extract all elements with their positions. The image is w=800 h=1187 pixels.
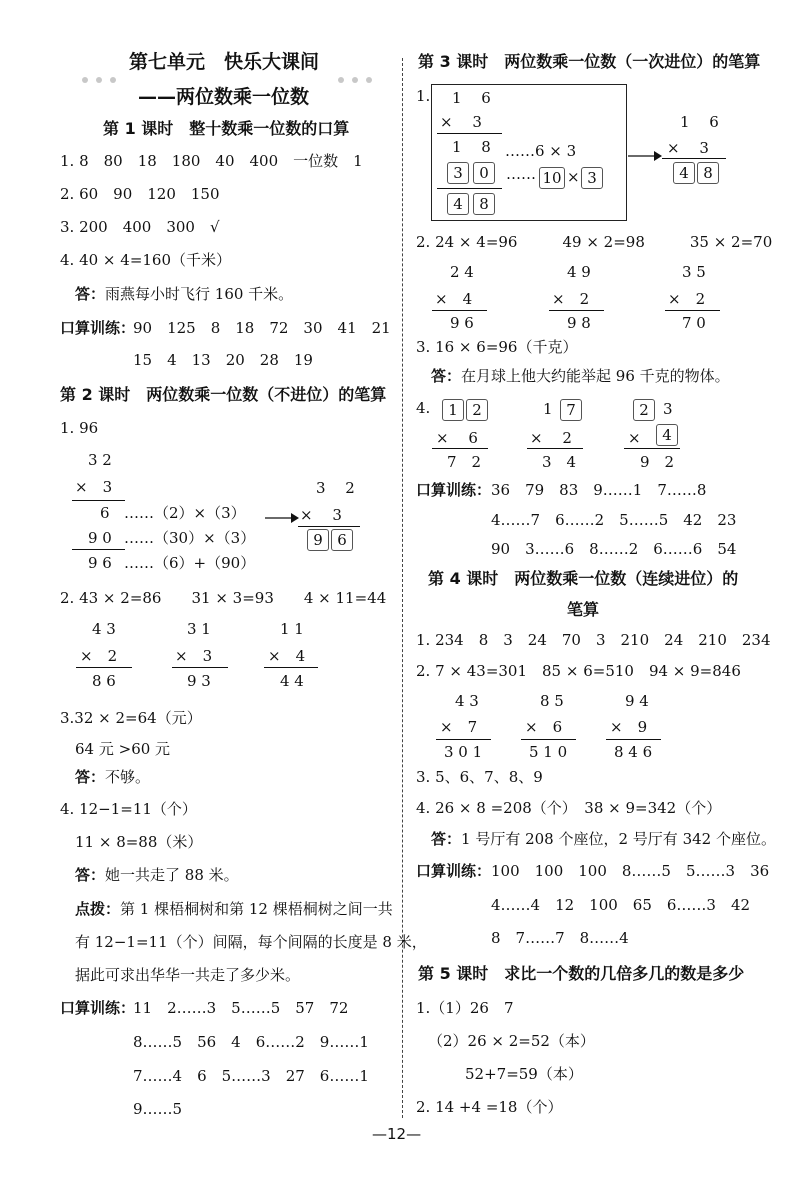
l1-q4: 4. 40 × 4=160（千米） xyxy=(60,251,232,269)
answer-box: 0 xyxy=(473,162,495,184)
l2-calc-result: 9 6 xyxy=(88,554,112,572)
l4-c3-top: 9 4 xyxy=(625,692,649,710)
l3-q2: 2. 24 × 4=96 49 × 2=98 35 × 2=70 xyxy=(416,233,773,251)
l2-tip-line3: 据此可求出华华一共走了多少米。 xyxy=(75,966,301,984)
l2-q4: 4. 12−1=11（个） xyxy=(60,800,197,818)
l3-c3-top: 3 5 xyxy=(682,263,706,281)
l5-q1c: 52+7=59（本） xyxy=(465,1065,583,1083)
answer-box: 3 xyxy=(447,162,469,184)
l4-oral-line2: 4……4 12 100 65 6……3 42 xyxy=(491,896,751,914)
answer-box: 7 xyxy=(560,399,582,421)
l1-oral-line2: 15 4 13 20 28 19 xyxy=(133,351,313,369)
calc-line xyxy=(264,667,318,668)
l3-oral-line2: 4……7 6……2 5……5 42 23 xyxy=(491,511,737,529)
l4-c1-top: 4 3 xyxy=(455,692,479,710)
l3-q3: 3. 16 × 6=96（千克） xyxy=(416,338,578,356)
unit-title: 第七单元 快乐大课间 xyxy=(129,51,320,73)
l2-calc-p2-note: ……（30）×（3） xyxy=(124,529,256,547)
l2-c3-mul: × 4 xyxy=(268,647,306,665)
answer-box: 4 xyxy=(673,162,695,184)
l2-tip-line2: 有 12−1=11（个）间隔，每个间隔的长度是 8 米， xyxy=(75,933,427,951)
decor-dot xyxy=(110,77,116,83)
decor-dot xyxy=(352,77,358,83)
calc-line xyxy=(662,158,726,159)
l3-q4-num: 4. xyxy=(416,399,431,417)
l1-oral-line1: 90 125 8 18 72 30 41 21 xyxy=(133,319,391,337)
lesson3-title: 第 3 课时 两位数乘一位数（一次进位）的笔算 xyxy=(418,52,761,71)
l2-calc-top: 3 2 xyxy=(88,451,112,469)
answer-box: 2 xyxy=(633,399,655,421)
l2-calc-p2: 9 0 xyxy=(88,529,112,547)
answer-box: 1 xyxy=(442,399,464,421)
l3-d3-res: 9 2 xyxy=(640,453,675,471)
calc-line xyxy=(298,526,360,527)
lesson4-title-line2: 笔算 xyxy=(567,600,600,619)
column-divider xyxy=(402,58,403,1118)
l4-q4-answer: 答：1 号厅有 208 个座位，2 号厅有 342 个座位。 xyxy=(431,830,776,848)
calc-line xyxy=(172,667,228,668)
l2-c1-top: 4 3 xyxy=(92,620,116,638)
l3-c2-res: 9 8 xyxy=(567,314,591,332)
l2-c3-top: 1 1 xyxy=(280,620,304,638)
l3-oral-line3: 90 3……6 8……2 6……6 54 xyxy=(491,540,737,558)
l2-c3-res: 4 4 xyxy=(280,672,304,690)
l2-oral-line1: 11 2……3 5……5 57 72 xyxy=(133,999,349,1017)
l2-c1-res: 8 6 xyxy=(92,672,116,690)
l3-d3-mul: × xyxy=(628,429,641,447)
answer-box: 4 xyxy=(447,193,469,215)
l4-c2-res: 5 1 0 xyxy=(529,743,568,761)
l2-q4-answer: 答：她一共走了 88 米。 xyxy=(75,866,239,884)
l3-b2: × 3 xyxy=(440,113,482,131)
calc-line xyxy=(665,310,720,311)
l3-b3-note: ……6 × 3 xyxy=(505,142,577,160)
calc-line xyxy=(432,310,487,311)
lesson1-title: 第 1 课时 整十数乘一位数的口算 xyxy=(103,119,350,138)
decor-dot xyxy=(96,77,102,83)
l3-d2-mul: × 2 xyxy=(530,429,572,447)
l3-c1-top: 2 4 xyxy=(450,263,474,281)
l2-calc-mul: × 3 xyxy=(75,478,113,496)
l2-q1: 1. 96 xyxy=(60,419,99,437)
l3-times: × xyxy=(567,168,580,186)
l5-q1b: （2）26 × 2=52（本） xyxy=(428,1032,595,1050)
l3-d2-top: 1 xyxy=(543,400,553,418)
calc-line xyxy=(624,448,680,449)
l4-c1-mul: × 7 xyxy=(440,718,478,736)
l4-q4: 4. 26 × 8 =208（个） 38 × 9=342（个） xyxy=(416,799,722,817)
lesson2-title: 第 2 课时 两位数乘一位数（不进位）的笔算 xyxy=(60,385,387,404)
calc-line xyxy=(72,549,125,550)
answer-box: 6 xyxy=(331,529,353,551)
answer-box: 4 xyxy=(656,424,678,446)
l2-q4b: 11 × 8=88（米） xyxy=(75,833,203,851)
l2-oral-line3: 7……4 6 5……3 27 6……1 xyxy=(133,1067,369,1085)
l3-d3-top: 3 xyxy=(663,400,673,418)
decor-dot xyxy=(366,77,372,83)
calc-line xyxy=(606,739,661,740)
l3-d1-res: 7 2 xyxy=(447,453,482,471)
l2-result-mul: × 3 xyxy=(300,506,342,524)
lesson5-title: 第 5 课时 求比一个数的几倍多几的数是多少 xyxy=(418,964,745,983)
calc-line xyxy=(432,448,488,449)
calc-line xyxy=(437,133,502,134)
l4-c1-res: 3 0 1 xyxy=(444,743,483,761)
l5-q2: 2. 14 +4 =18（个） xyxy=(416,1098,563,1116)
l3-c3-mul: × 2 xyxy=(668,290,706,308)
decor-dot xyxy=(338,77,344,83)
l3-c3-res: 7 0 xyxy=(682,314,706,332)
calc-line xyxy=(521,739,576,740)
l2-q3-answer: 答：不够。 xyxy=(75,768,151,786)
calc-line xyxy=(436,739,491,740)
l1-q2: 2. 60 90 120 150 xyxy=(60,185,220,203)
l3-c1-res: 9 6 xyxy=(450,314,474,332)
answer-box: 2 xyxy=(466,399,488,421)
calc-line xyxy=(76,667,132,668)
l3-d2-res: 3 4 xyxy=(542,453,577,471)
l2-result-top: 3 2 xyxy=(316,479,355,497)
l1-q3: 3. 200 400 300 √ xyxy=(60,218,220,236)
l2-c2-top: 3 1 xyxy=(187,620,211,638)
arrow-right-icon xyxy=(628,148,662,166)
decor-dot xyxy=(82,77,88,83)
l3-d1-mul: × 6 xyxy=(436,429,478,447)
l2-calc-p1-note: ……（2）×（3） xyxy=(124,504,246,522)
answer-box: 9 xyxy=(307,529,329,551)
l3-c2-top: 4 9 xyxy=(567,263,591,281)
l3-c2-mul: × 2 xyxy=(552,290,590,308)
answer-box: 10 xyxy=(539,167,565,189)
page-number: —12— xyxy=(372,1125,422,1143)
l4-c2-top: 8 5 xyxy=(540,692,564,710)
lesson4-title: 第 4 课时 两位数乘一位数（连续进位）的 xyxy=(428,569,739,588)
l3-oral-label: 口算训练： xyxy=(416,481,492,499)
l2-c2-mul: × 3 xyxy=(175,647,213,665)
calc-line xyxy=(527,448,583,449)
answer-box: 8 xyxy=(473,193,495,215)
l3-b1: 1 6 xyxy=(452,89,491,107)
l3-oral-line1: 36 79 83 9……1 7……8 xyxy=(491,481,707,499)
l3-result-top: 1 6 xyxy=(680,113,719,131)
l2-q3b: 64 元 >60 元 xyxy=(75,740,171,758)
l4-oral-line3: 8 7……7 8……4 xyxy=(491,929,629,947)
l2-q3: 3.32 × 2=64（元） xyxy=(60,709,202,727)
l2-tip-line1: 点拨：第 1 棵梧桐树和第 12 棵梧桐树之间一共 xyxy=(75,900,393,918)
l4-q2: 2. 7 × 43=301 85 × 6=510 94 × 9=846 xyxy=(416,662,741,680)
l4-c3-mul: × 9 xyxy=(610,718,648,736)
l3-q3-answer: 答：在月球上他大约能举起 96 千克的物体。 xyxy=(431,367,730,385)
l2-q2: 2. 43 × 2=86 31 × 3=93 4 × 11=44 xyxy=(60,589,387,607)
l2-oral-line4: 9……5 xyxy=(133,1100,183,1118)
answer-box: 3 xyxy=(581,167,603,189)
l1-oral-label: 口算训练： xyxy=(60,319,136,337)
l5-q1: 1.（1）26 7 xyxy=(416,999,514,1017)
l1-q1: 1. 8 80 18 180 40 400 一位数 1 xyxy=(60,152,363,170)
l2-c1-mul: × 2 xyxy=(80,647,118,665)
l4-oral-line1: 100 100 100 8……5 5……3 36 xyxy=(491,862,770,880)
l4-oral-label: 口算训练： xyxy=(416,862,492,880)
l3-q1-num: 1. xyxy=(416,87,431,105)
l3-ellipsis: …… xyxy=(506,165,536,183)
l3-b3: 1 8 xyxy=(452,138,491,156)
l4-c2-mul: × 6 xyxy=(525,718,563,736)
answer-box: 8 xyxy=(697,162,719,184)
arrow-right-icon xyxy=(265,510,299,528)
unit-subtitle: ——两位数乘一位数 xyxy=(138,86,310,108)
calc-line xyxy=(549,310,604,311)
l4-q3: 3. 5、6、7、8、9 xyxy=(416,768,543,786)
l2-oral-label: 口算训练： xyxy=(60,999,136,1017)
l3-c1-mul: × 4 xyxy=(435,290,473,308)
l1-answer: 答：雨燕每小时飞行 160 千米。 xyxy=(75,285,294,303)
l4-q1: 1. 234 8 3 24 70 3 210 24 210 234 xyxy=(416,631,771,649)
calc-line xyxy=(72,500,125,501)
l4-c3-res: 8 4 6 xyxy=(614,743,653,761)
l2-c2-res: 9 3 xyxy=(187,672,211,690)
l3-result-mul: × 3 xyxy=(667,139,709,157)
l2-oral-line2: 8……5 56 4 6……2 9……1 xyxy=(133,1033,369,1051)
l2-calc-result-note: ……（6）+（90） xyxy=(124,554,256,572)
calc-line xyxy=(437,188,502,189)
l2-calc-p1: 6 xyxy=(100,504,110,522)
